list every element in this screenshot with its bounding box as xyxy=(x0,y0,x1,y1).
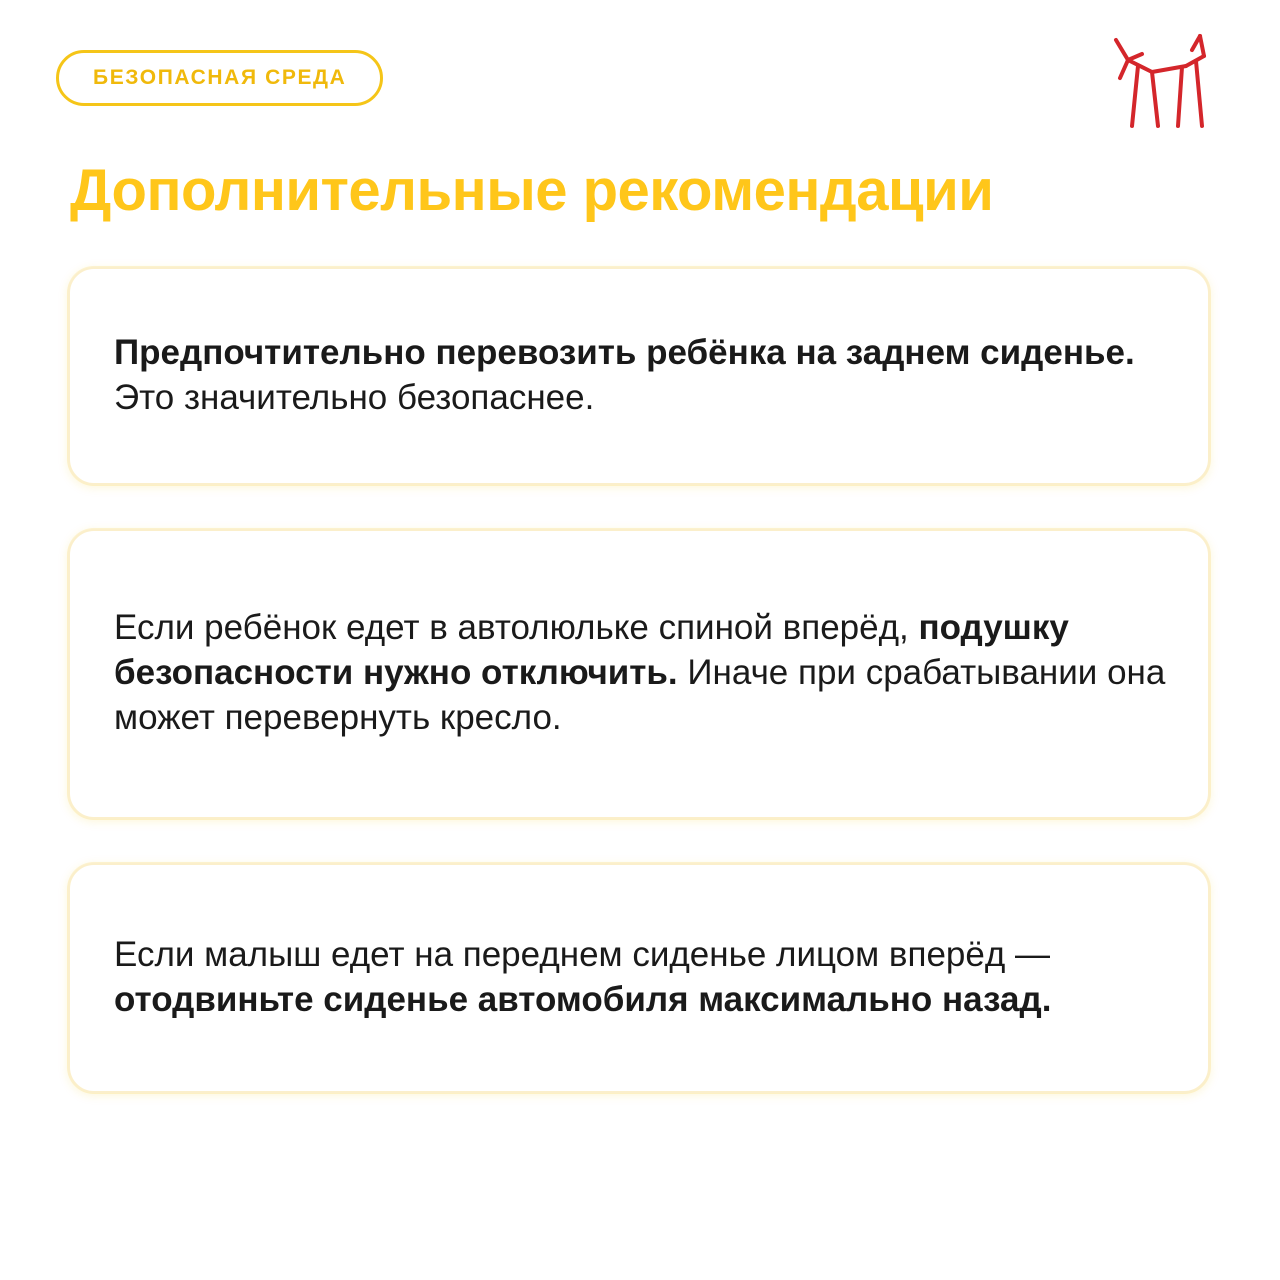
card-airbag-off-regular-2: Иначе при срабатывании она может перевернуть кресло. xyxy=(114,653,1166,738)
card-airbag-off-text xyxy=(114,606,1166,740)
card-rear-seat-text xyxy=(114,331,1166,421)
card-move-seat-back-regular: Если малыш едет на переднем сиденье лицом вперёд — xyxy=(114,934,1050,974)
card-move-seat-back-bold: отодвиньте сиденье автомобиля максимально назад. xyxy=(114,979,1052,1019)
card-rear-seat xyxy=(68,267,1210,485)
card-airbag-off-regular-1: Если ребёнок едет в автолюльке спиной вперёд, xyxy=(114,608,919,648)
card-move-seat-back-text xyxy=(114,933,1166,1023)
category-badge xyxy=(56,50,383,106)
card-move-seat-back xyxy=(68,863,1210,1093)
card-rear-seat-regular: Это значительно безопаснее. xyxy=(114,377,595,417)
card-airbag-off xyxy=(68,529,1210,819)
recommendation-list xyxy=(0,267,1280,1093)
card-airbag-off-bold: подушку безопасности нужно отключить. xyxy=(114,608,1069,693)
red-horse-line-icon xyxy=(1108,30,1218,135)
page-title: Дополнительные рекомендации xyxy=(70,158,994,223)
card-rear-seat-bold: Предпочтительно перевозить ребёнка на заднем сиденье. xyxy=(114,332,1135,372)
header xyxy=(0,0,1280,150)
category-badge-label: БЕЗОПАСНАЯ СРЕДА xyxy=(93,66,347,89)
